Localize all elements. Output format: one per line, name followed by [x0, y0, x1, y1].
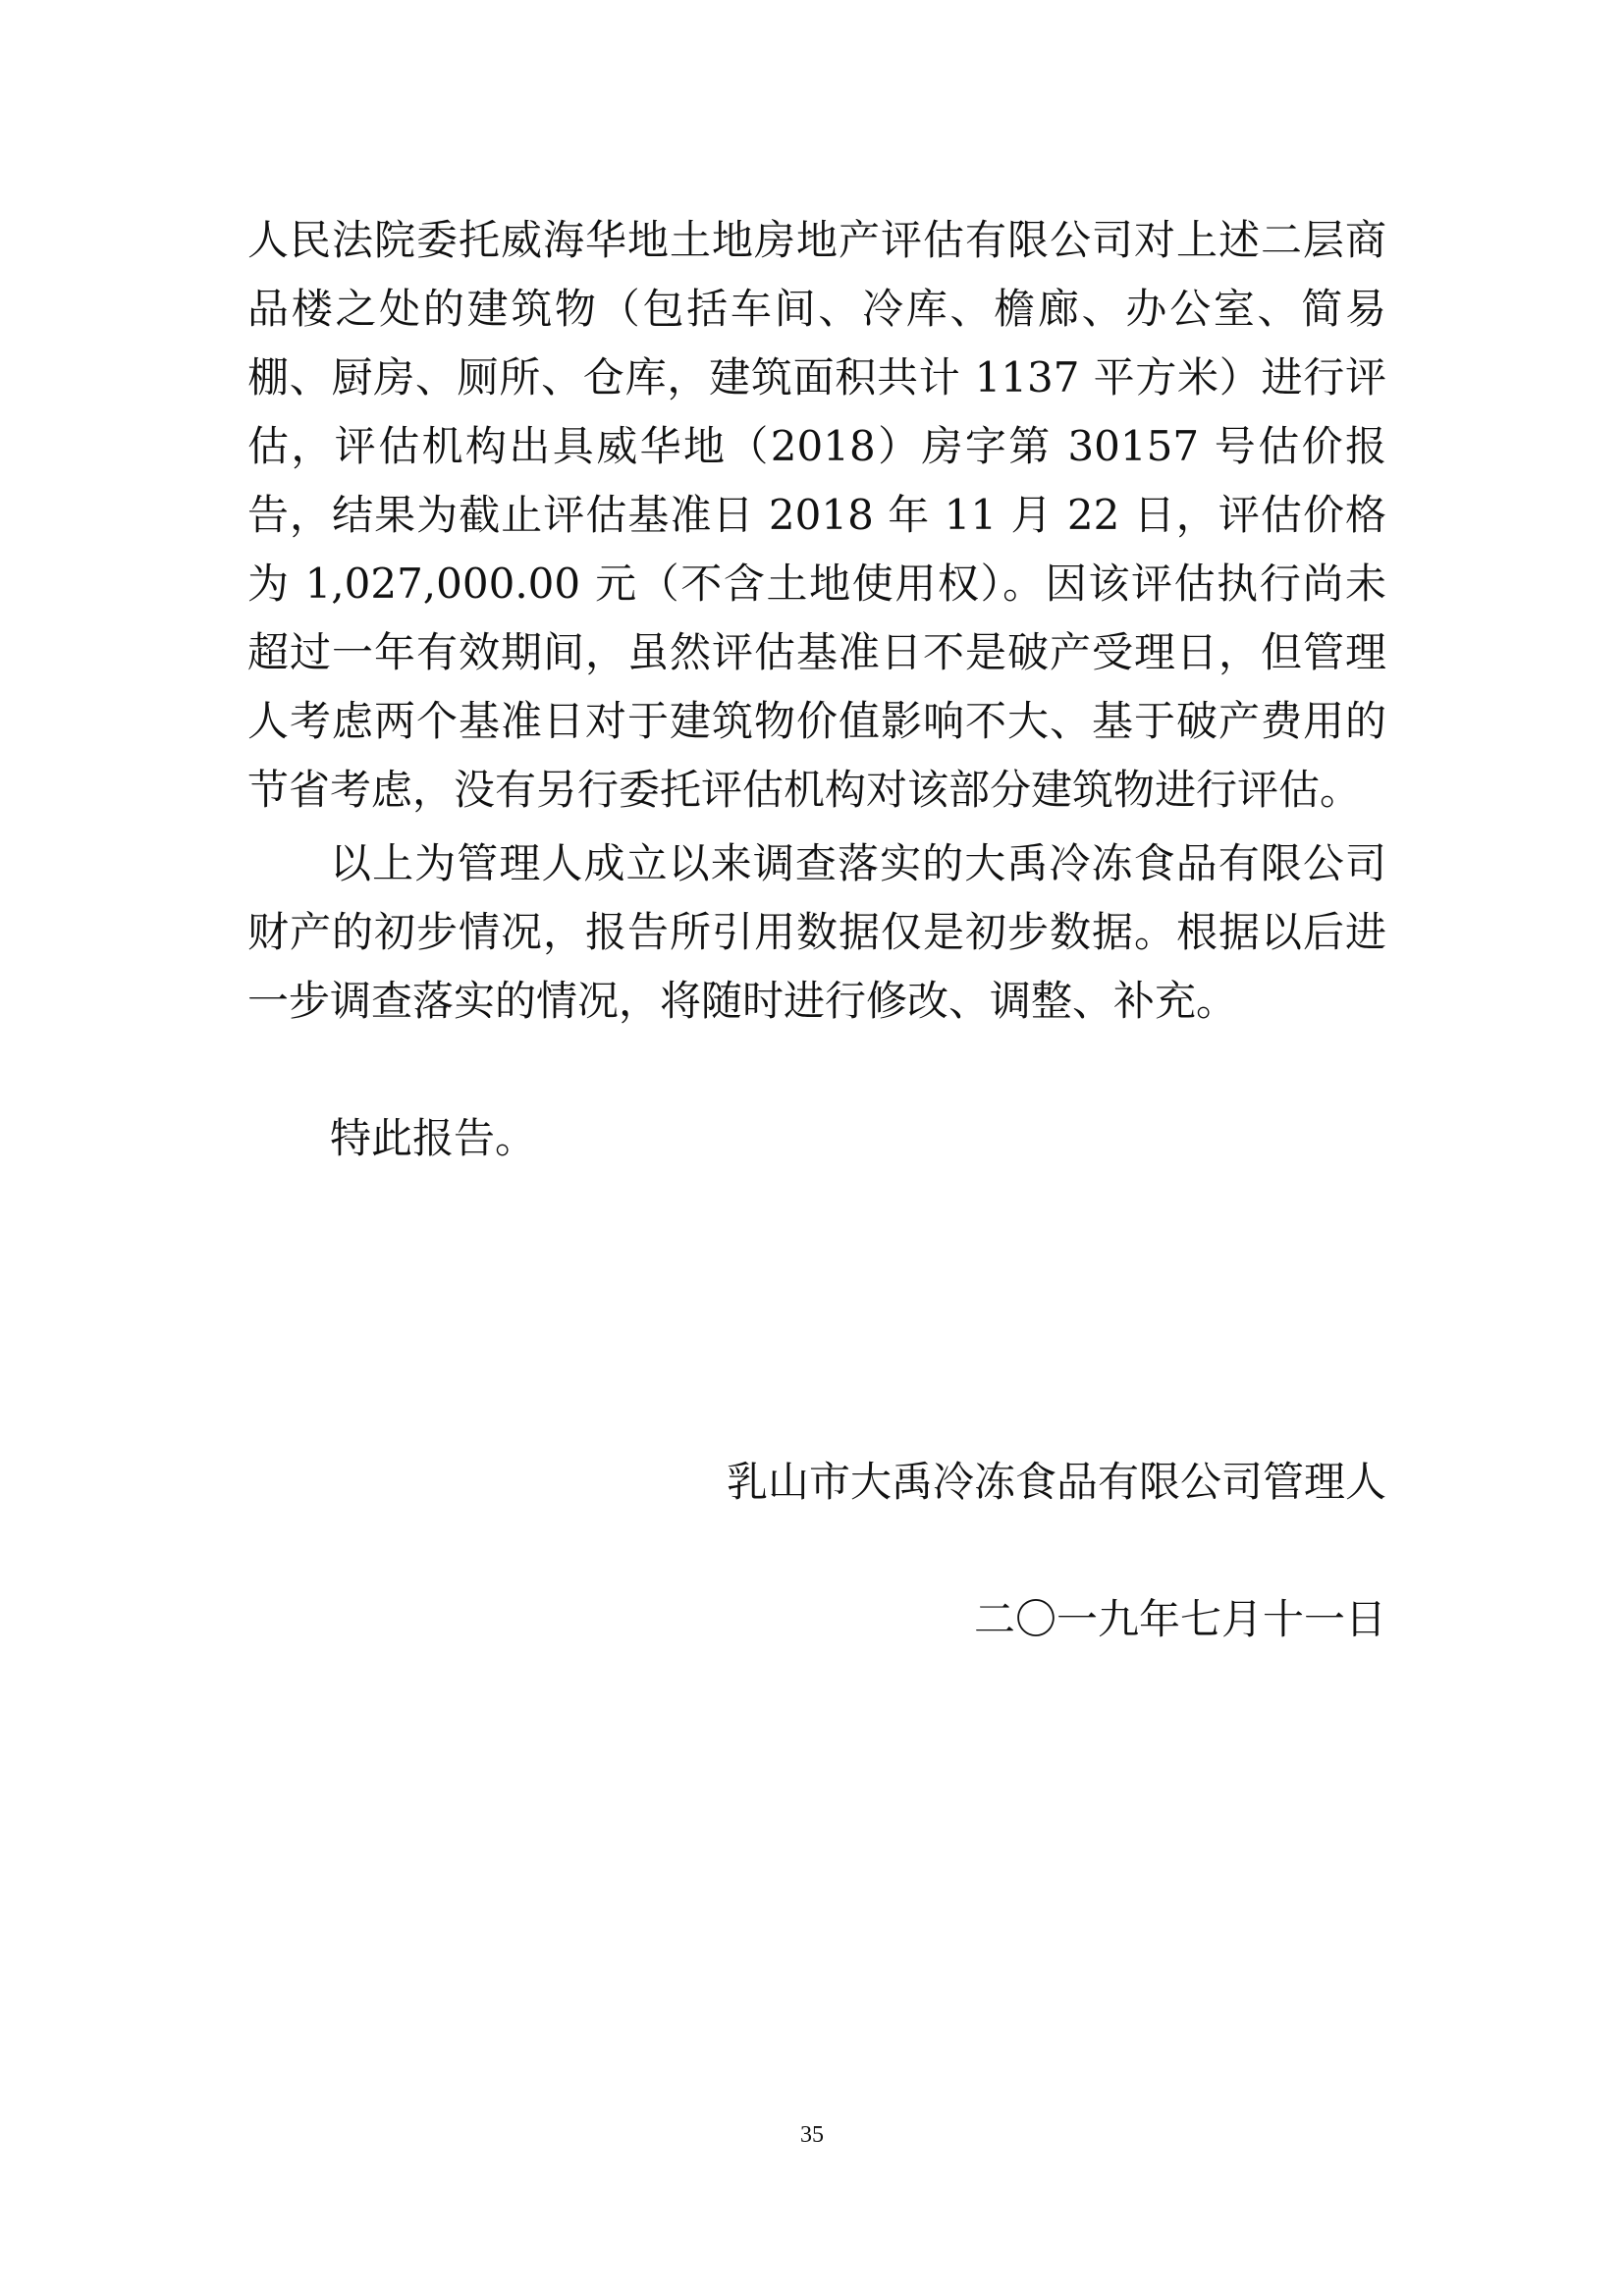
paragraph-closing: 特此报告。 — [330, 1114, 537, 1162]
signature-date: 二〇一九年七月十一日 — [973, 1595, 1386, 1643]
signer-name: 乳山市大禹冷冻食品有限公司管理人 — [726, 1458, 1386, 1506]
paragraph-appraisal: 人民法院委托威海华地土地房地产评估有限公司对上述二层商品楼之处的建筑物（包括车间、冷库、檐廊、办公室、简易棚、厨房、厕所、仓库，建筑面积共计 1137 平方米）进行评估，评估机构出具威华地（2018）房字第 30157 号估价报告，结果为截止评估基准日 2018 年 11 月 22 日，评估价格为 1,027,000.00 元（不含土地使用权）。因该评估执行尚未超过一年有效期间，虽然评估基准日不是破产受理日，但管理人考虑两个基准日对于建筑物价值影响不大、基于破产费用的节省考虑，没有另行委托评估机构对该部分建筑物进行评估。 — [247, 216, 1386, 814]
page-number: 35 — [800, 2122, 824, 2148]
paragraph-summary: 以上为管理人成立以来调查落实的大禹冷冻食品有限公司财产的初步情况，报告所引用数据仅是初步数据。根据以后进一步调查落实的情况，将随时进行修改、调整、补充。 — [247, 839, 1386, 1025]
